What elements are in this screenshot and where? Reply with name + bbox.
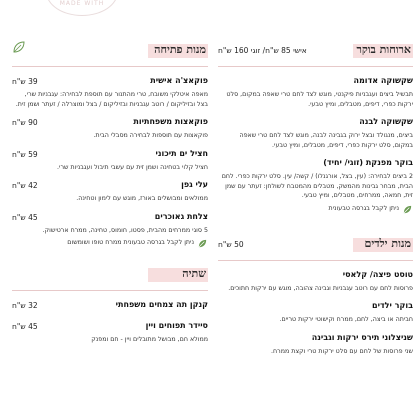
menu-item-name: סיידר תפוחים ויין: [145, 321, 208, 330]
menu-item-description: חביתה או ביצה, לחם, ממרח וקישוטי ירקות טריים.: [279, 316, 413, 323]
menu-item-description: ממולאים ומבושלים באורז, מוגש עם לימון וטחינה.: [76, 195, 208, 202]
menu-item-description: פרוסות לחם עם רוטב עגבניות וגבינה צהובה, מוגש עם ירקות חתוכים.: [228, 284, 413, 292]
menu-item-price: 42 ש"ח: [12, 181, 38, 190]
menu-item-name: טוסט פיצה/ קלאסי: [342, 269, 413, 279]
breakfast-items: [218, 76, 413, 201]
drinks-items: [12, 300, 208, 345]
menu-item-header: [12, 212, 208, 225]
menu-item-header: [12, 300, 208, 313]
menu-item-price: 90 ש"ח: [12, 118, 38, 127]
menu-item-name: עלי גפן: [181, 180, 208, 189]
vegan-note: [12, 239, 208, 246]
menu-item-header: [218, 76, 413, 89]
menu-item-header: [218, 301, 413, 314]
kids-header: [218, 234, 413, 258]
section-divider: [218, 260, 413, 261]
leaf-icon: [402, 204, 413, 215]
menu-item-name: שניצלוני תירס ירקות וגבינה: [311, 332, 413, 342]
vegan-note-text: ניתן לקבל בגרסה טבעונית: [328, 204, 399, 212]
menu-item-name: צלחת גאוכרים: [154, 211, 208, 221]
menu-item: [218, 158, 413, 201]
drinks-title: שתיה: [182, 267, 206, 280]
menu-item-name: בוקר מפנקת (זוגי/ יחיד): [323, 158, 413, 167]
watermark-seal: MADE WITH: [46, 0, 118, 16]
left-column: [12, 0, 208, 345]
menu-item: [218, 333, 413, 357]
menu-item-description: מאפה איטלקי משובח, טרי מהתנור עם תוספת לבחירה: עגבניות שרי, בצל ובזיליקום / רוטב עגבניות ובזיליקום / בצל ומוצרלה / זעתר ושמן זית.: [15, 91, 208, 108]
kids-price: 50 ש"ח: [218, 239, 244, 249]
vegan-note-text: ניתן לקבל בגרסה טבעונית ממרח טופו ושומשום: [67, 239, 194, 246]
section-divider: [218, 66, 413, 67]
menu-item-description: 5 סוגי ממרחים מהבית, פסטו, חומוס, טחינה, ממרח ארטישוק.: [42, 226, 208, 234]
menu-item-header: [12, 76, 208, 89]
menu-item-price: 45 ש"ח: [12, 212, 38, 222]
menu-item: [12, 300, 208, 313]
menu-item-name: בוקר ילדים: [372, 301, 413, 310]
menu-item: [12, 212, 208, 236]
section-divider: [12, 66, 208, 67]
starters-items: [12, 76, 208, 235]
menu-item-header: [12, 117, 208, 130]
menu-item-header: [12, 321, 208, 334]
menu-item-name: חציל ים תיכוני: [155, 148, 208, 158]
menu-item-price: 59 ש"ח: [12, 149, 38, 159]
menu-item: [12, 117, 208, 141]
leaf-icon: [197, 238, 208, 249]
right-column: [218, 0, 413, 356]
menu-item: [12, 180, 208, 204]
breakfast-header: [218, 40, 413, 64]
leaf-icon: [12, 40, 26, 54]
breakfast-title: ארוחות בוקר: [356, 43, 411, 56]
menu-item-description: חציל קלוי בטחינה ושמן זית עם עשבי תיבול ועגבניות שרי.: [57, 163, 208, 171]
section-divider: [12, 290, 208, 291]
menu-item: [218, 270, 413, 294]
menu-item: [12, 321, 208, 345]
menu-item-description: ביצים, מנגולד ובצל ירוק בגבינה לבנה, מוגש לצד לחם טרי שאפה במקום, סלט ירקות כפרי, דיפים, מטבלים, ומיץ טבעי.: [239, 132, 413, 149]
menu-item-name: שקשוקה לבנה: [359, 117, 413, 126]
menu-item-name: פוקאצות משפחתיות: [133, 117, 208, 126]
starters-title: מנות פתיחה: [154, 43, 206, 56]
menu-item: [12, 149, 208, 173]
menu-item: [12, 76, 208, 109]
menu-item-description: 2 ביצים לבחירה: (עין, בצל, אורגנלו) / קשה/ עין. סלט ירקות כפרי. לחם הבית, מבחר גבינות מהמשק, מטבלים מהמטבח לשולחן: זעתר עם שמן זית, חמאה, ממרחים, מטבלים, ומיץ טבעי.: [221, 173, 413, 199]
menu-item: [218, 76, 413, 109]
menu-item-header: [218, 333, 413, 346]
menu-item-header: [218, 158, 413, 171]
menu-item-description: ממולא חם, מבושל מתובלים ויין - חם ומפנק: [91, 336, 208, 343]
menu-item-price: 39 ש"ח: [12, 77, 38, 86]
menu-item-description: פוקאצות עם תוספות לבחירה מסבלי הבית.: [93, 132, 208, 139]
menu-item-description: שני פרוסות של לחם עם סלט ירקות טרי וקצת ממרח.: [271, 347, 413, 355]
menu-item-header: [218, 270, 413, 283]
menu-item-header: [218, 117, 413, 130]
menu-item: [218, 117, 413, 150]
starters-header: [12, 40, 208, 64]
menu-item-header: [12, 180, 208, 193]
menu-item-name: פוקאצ'ה אישית: [150, 76, 208, 85]
breakfast-price: אישי 85 ש"ח/ זוגי 160 ש"ח: [218, 46, 307, 55]
vegan-note: [218, 205, 413, 212]
kids-items: [218, 270, 413, 357]
menu-item: [218, 301, 413, 325]
menu-item-price: 45 ש"ח: [12, 322, 38, 331]
drinks-header: [12, 264, 208, 288]
menu-item-header: [12, 149, 208, 162]
menu-item-name: שקשוקה אדומה: [353, 76, 413, 85]
menu-item-price: 32 ש"ח: [12, 301, 38, 310]
menu-item-description: תבשיל ביצים ועגבניות פיקנטי, מוגש לצד לחם טרי שאפה במקום, סלט ירקות כפרי, דיפים, מטבלים, ומיץ טבעי.: [226, 91, 413, 108]
menu-item-name: קנקן תה צמחים משפחתי: [115, 300, 208, 309]
kids-title: מנות ילדים: [364, 236, 411, 250]
